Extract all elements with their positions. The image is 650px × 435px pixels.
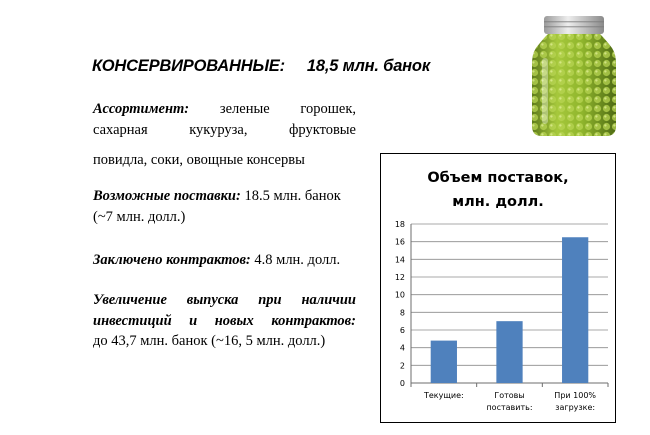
jar-image	[530, 14, 618, 138]
chart-title-line-1: Объем поставок,	[427, 170, 569, 186]
assortment-last-line	[93, 150, 356, 171]
supply-block	[93, 186, 356, 227]
x-tick-label-3-2: загрузке:	[555, 403, 596, 412]
growth-block	[93, 290, 356, 352]
bar-1	[431, 341, 457, 383]
heading-category: КОНСЕРВИРОВАННЫЕ:	[92, 57, 285, 75]
supply-value-usd: (~7 млн. долл.)	[93, 208, 186, 225]
y-tick-label-12: 12	[394, 273, 405, 282]
y-tick-label-6: 6	[399, 326, 405, 335]
contracts-value: 4.8 млн. долл.	[254, 252, 341, 268]
y-tick-label-18: 18	[394, 220, 405, 229]
growth-label-line-1: Увеличение выпуска при наличии	[93, 292, 356, 308]
assortment-label: Ассортимент:	[93, 101, 190, 117]
contracts-block	[93, 250, 356, 271]
supply-volume-chart	[381, 154, 615, 422]
x-tick-label-3-1: При 100%	[554, 391, 597, 400]
assortment-line-3: повидла, соки, овощные консервы	[93, 152, 305, 168]
assortment-line-2: сахарная кукурузa, фруктовые	[93, 121, 356, 138]
heading-amount: 18,5 млн. банок	[306, 57, 430, 75]
y-tick-label-2: 2	[399, 361, 405, 371]
y-tick-label-0: 0	[399, 379, 405, 388]
bar-3	[562, 237, 588, 383]
assortment-line-1: зеленые горошек,	[219, 101, 356, 117]
y-tick-label-8: 8	[399, 308, 405, 318]
assortment-first-lines	[93, 99, 356, 140]
growth-label-line-2: инвестиций и новых контрактов:	[93, 312, 356, 329]
x-tick-label-2-2: поставить:	[486, 403, 533, 412]
growth-value: до 43,7 млн. банок (~16, 5 млн. долл.)	[93, 333, 326, 350]
x-tick-label-1-1: Текущие:	[423, 391, 464, 400]
bar-2	[496, 321, 522, 383]
contracts-label: Заключено контрактов:	[93, 252, 251, 268]
chart-frame	[380, 153, 616, 423]
jar-lid	[544, 16, 604, 34]
y-tick-label-16: 16	[394, 237, 405, 247]
supply-label: Возможные поставки:	[93, 188, 241, 204]
chart-title-line-2: млн. долл.	[452, 194, 544, 210]
heading	[92, 57, 430, 76]
y-tick-label-14: 14	[394, 255, 405, 265]
x-tick-label-2-1: Готовы	[494, 391, 525, 400]
y-tick-label-10: 10	[394, 290, 405, 300]
supply-value: 18.5 млн. банок	[244, 188, 341, 204]
y-tick-label-4: 4	[399, 343, 405, 353]
